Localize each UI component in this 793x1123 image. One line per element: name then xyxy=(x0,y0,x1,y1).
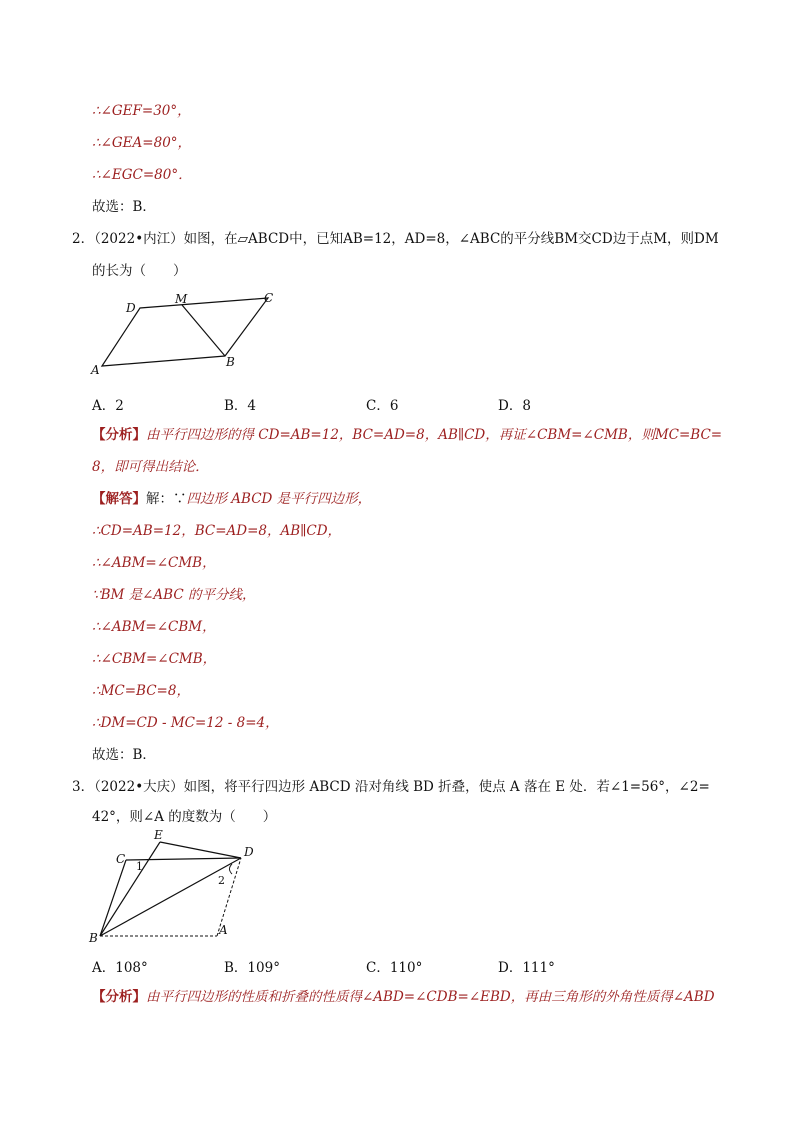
edge-cd xyxy=(126,858,241,860)
edge-be xyxy=(100,842,160,936)
solution-step: ∵BM 是∠ABC 的平分线， xyxy=(92,587,256,603)
angle-2-arc xyxy=(230,864,233,874)
option-b: B．4 xyxy=(224,398,257,414)
label-C: C xyxy=(264,291,274,305)
answer-line: 【解答】解：∵四边形 ABCD 是平行四边形， xyxy=(92,491,372,507)
answer-choice: 故选：B． xyxy=(92,747,156,763)
question-2-stem: 2．（2022•内江）如图，在▱ABCD中，已知AB=12，AD=8，∠ABC的平分线BM交CD边于点M，则DM xyxy=(72,231,719,247)
solution-step: ∴∠ABM=∠CMB， xyxy=(92,555,216,571)
solution-line: ∴∠GEF=30°， xyxy=(92,103,191,119)
label-angle-2: 2 xyxy=(218,874,225,887)
question-3-stem: 3．（2022•大庆）如图，将平行四边形 ABCD 沿对角线 BD 折叠，使点 A 落在 E 处．若∠1=56°，∠2= xyxy=(72,779,710,795)
solution-step: ∴CD=AB=12，BC=AD=8，AB∥CD， xyxy=(92,523,342,539)
solution-line: ∴∠EGC=80°． xyxy=(92,167,192,183)
solution-line: ∴∠GEA=80°， xyxy=(92,135,192,151)
option-a: A．2 xyxy=(92,398,124,414)
label-D: D xyxy=(126,301,136,315)
question-2-stem-cont: 的长为（ ） xyxy=(92,263,187,279)
label-A: A xyxy=(219,923,228,937)
option-b: B．109° xyxy=(224,960,280,976)
solution-step: ∴MC=BC=8， xyxy=(92,683,190,699)
analysis-line: 【分析】由平行四边形的性质和折叠的性质得∠ABD=∠CDB=∠EBD，再由三角形的外角性质得∠ABD xyxy=(92,989,715,1005)
option-c: C．6 xyxy=(366,398,399,414)
question-3-figure xyxy=(86,826,262,944)
label-A: A xyxy=(91,363,100,377)
bisector-bm xyxy=(182,305,225,356)
label-D: D xyxy=(244,845,254,859)
option-a: A．108° xyxy=(92,960,148,976)
label-E: E xyxy=(154,828,163,842)
option-d: D．111° xyxy=(498,960,555,976)
solution-step: ∴∠ABM=∠CBM， xyxy=(92,619,216,635)
label-B: B xyxy=(89,931,98,944)
question-2-figure xyxy=(88,286,288,378)
option-d: D．8 xyxy=(498,398,531,414)
solution-step: ∴∠CBM=∠CMB， xyxy=(92,651,217,667)
option-c: C．110° xyxy=(366,960,423,976)
analysis-line: 【分析】由平行四边形的得 CD=AB=12，BC=AD=8，AB∥CD，再证∠CBM=∠CMB，则MC=BC= xyxy=(92,427,723,443)
label-M: M xyxy=(175,292,188,306)
edge-bc xyxy=(100,860,126,936)
answer-tag: 【解答】 xyxy=(92,491,146,507)
analysis-line: 8，即可得出结论． xyxy=(92,459,209,475)
question-3-stem-cont: 42°，则∠A 的度数为（ ） xyxy=(92,809,277,825)
analysis-tag: 【分析】 xyxy=(92,989,146,1005)
label-angle-1: 1 xyxy=(136,860,143,873)
solution-step: ∴DM=CD - MC=12 - 8=4， xyxy=(92,715,279,731)
label-B: B xyxy=(226,355,235,369)
edge-ed xyxy=(160,842,241,858)
label-C: C xyxy=(116,852,126,866)
answer-choice: 故选：B． xyxy=(92,199,156,215)
analysis-tag: 【分析】 xyxy=(92,427,146,443)
